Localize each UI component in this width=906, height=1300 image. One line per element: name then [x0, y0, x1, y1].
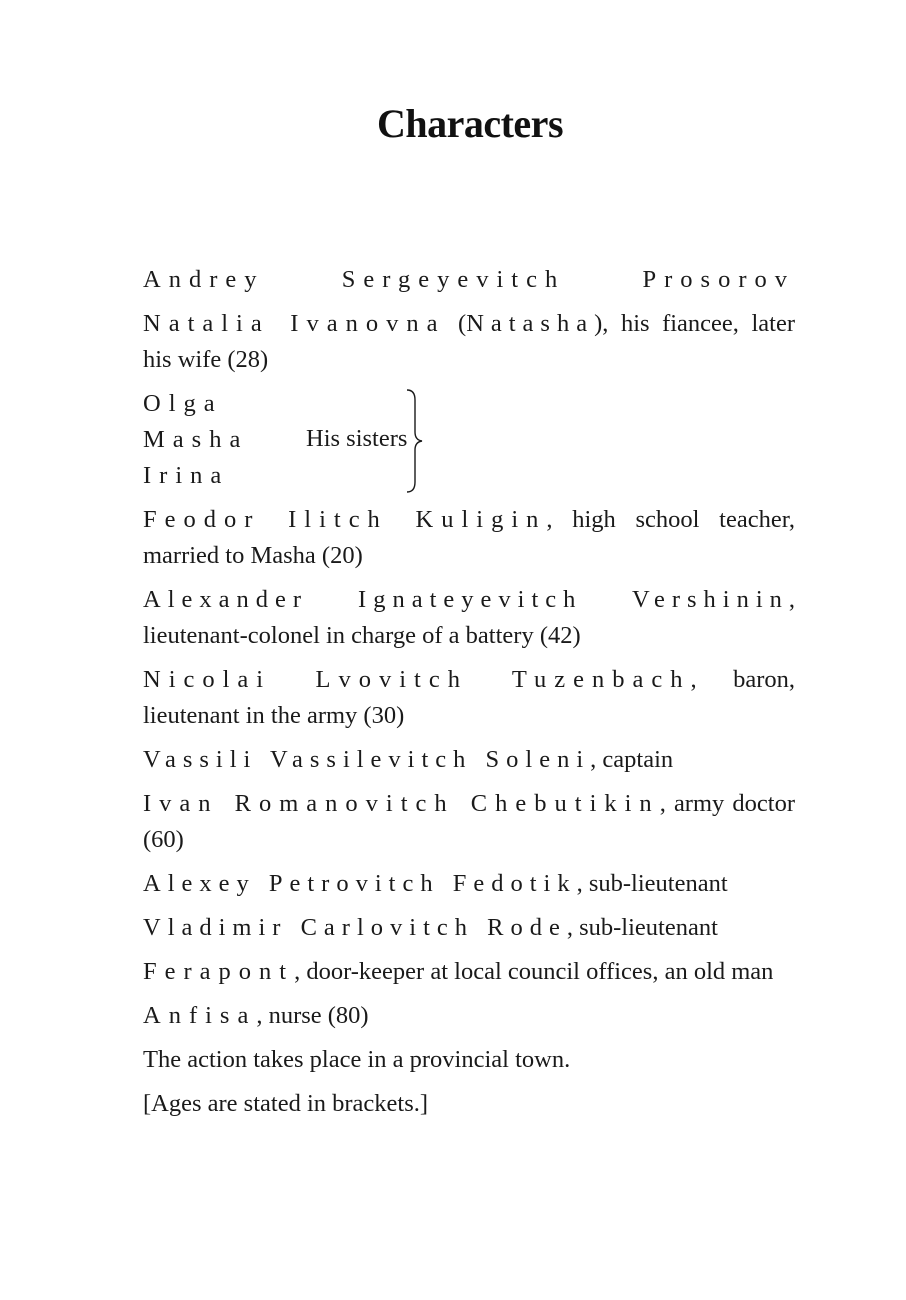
character-entry: [143, 786, 795, 858]
character-description: ), his fiancee, later his wife (28): [143, 310, 796, 373]
character-entry: [143, 910, 795, 946]
character-description: , high school teacher, married to Masha (20): [143, 506, 795, 569]
character-entry: [143, 954, 795, 990]
character-name: Alexey Petrovitch Fedotik: [143, 870, 577, 897]
character-list: [143, 262, 795, 1130]
curly-brace-icon: [405, 388, 425, 494]
sisters-label: His sisters: [306, 425, 408, 452]
character-name: Ivan Romanovitch Chebutikin: [143, 790, 660, 817]
character-name: Vassili Vassilevitch Soleni: [143, 746, 591, 773]
character-name: Vladimir Carlovitch Rode: [143, 914, 567, 941]
character-entry: [143, 866, 795, 902]
sister-name: Olga: [143, 390, 223, 417]
sisters-group: [143, 386, 795, 494]
character-description: , captain: [590, 746, 674, 773]
setting-note: The action takes place in a provincial town.: [143, 1046, 571, 1073]
character-entry: [143, 662, 795, 734]
ages-note: [Ages are stated in brackets.]: [143, 1090, 429, 1117]
character-name: Ferapont: [143, 958, 295, 985]
character-entry: Natalia Ivanovna (Natasha), his fiancee, later his wife (28): [143, 310, 796, 373]
character-description: , baron, lieutenant in the army (30): [143, 666, 795, 729]
character-entry: [143, 262, 795, 298]
character-name: Andrey Sergeyevitch Prosorov: [143, 266, 795, 293]
character-name: Feodor Ilitch Kuligin: [143, 506, 547, 533]
character-entry: [143, 742, 795, 778]
character-name: Alexander Ignateyevitch Vershinin: [143, 586, 789, 613]
sister-name: Irina: [143, 462, 230, 489]
page-title: Characters: [376, 101, 564, 146]
character-description: , army doctor (60): [143, 790, 795, 853]
character-description: , lieutenant-colonel in charge of a battery (42): [143, 586, 795, 649]
character-entry: [143, 998, 795, 1034]
sister-name: Masha: [143, 426, 249, 453]
character-alias: Natasha: [466, 310, 595, 337]
character-name: Natalia Ivanovna: [143, 310, 446, 337]
character-description: , door-keeper at local council offices, an old man: [294, 958, 774, 985]
character-entry: [143, 502, 795, 574]
character-description: , sub-lieutenant: [566, 914, 718, 941]
character-description: , nurse (80): [256, 1002, 369, 1029]
character-name: Nicolai Lvovitch Tuzenbach: [143, 666, 691, 693]
character-name: Anfisa: [143, 1002, 257, 1029]
character-description: , sub-lieutenant: [576, 870, 728, 897]
character-entry: [143, 582, 795, 654]
